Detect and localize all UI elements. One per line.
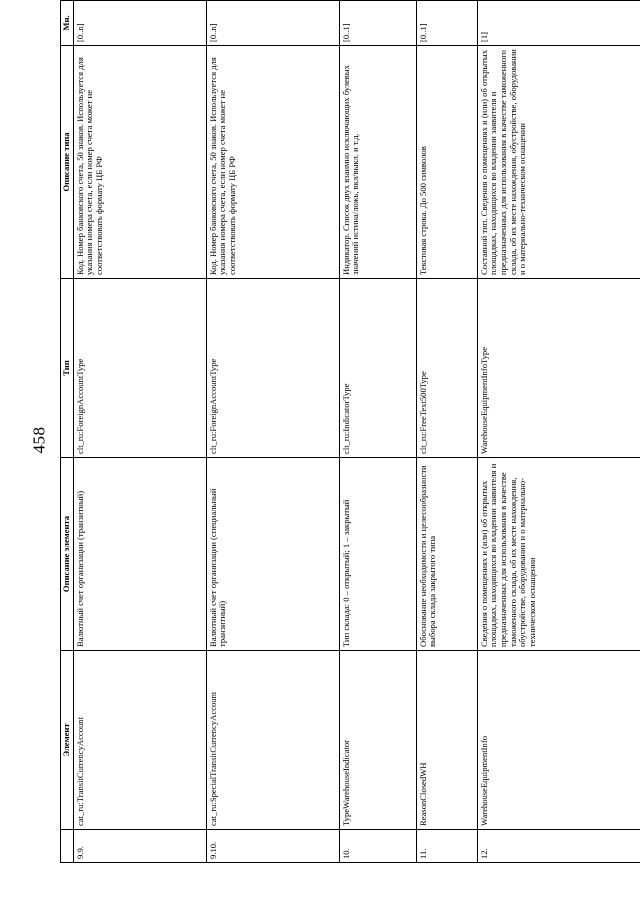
cell-description: Сведения о помещениях и (или) об открытых площадках, находящихся во владении заявителя и предназначенных для использования в качестве таможенного склада, об их месте нахождения, обустройстве, оборудовании и о материально-техническом оснащении	[477, 457, 640, 650]
table-header	[61, 0, 74, 862]
column-header-description: Описание элемента	[61, 457, 74, 650]
cell-number: 12.	[477, 829, 640, 862]
table-row	[416, 0, 477, 862]
cell-type-description: Код. Номер банковского счета, 50 знаков. Используется для указания номера счета, если номер счета может не соответствовать формату ЦБ РФ	[73, 45, 206, 278]
cell-description: Валютный счет организации (специальный транзитный)	[206, 457, 339, 650]
table-row	[477, 0, 640, 862]
cell-element: ReasonClosedWH	[416, 650, 477, 829]
cell-multiplicity: [0..n]	[73, 0, 206, 45]
cell-number: 11.	[416, 829, 477, 862]
cell-element: WarehouseEquipmentInfo	[477, 650, 640, 829]
specification-table	[60, 0, 640, 863]
cell-type: clt_ru:FreeText500Type	[416, 278, 477, 457]
cell-number: 9.9.	[73, 829, 206, 862]
table-row	[206, 0, 339, 862]
table-row	[73, 0, 206, 862]
rotated-table-container	[60, 14, 580, 863]
cell-type-description: Составной тип. Сведения о помещениях и (или) об открытых площадках, находящихся во владении заявителя и предназначенных для использования в качестве таможенного склада, об их месте нахождения, обустройстве, оборудовании и о материально-техническом оснащении	[477, 45, 640, 278]
cell-number: 9.10.	[206, 829, 339, 862]
cell-description: Обоснование необходимости и целесообразности выбора склада закрытого типа	[416, 457, 477, 650]
page-number: 458	[29, 426, 49, 454]
cell-type-description: Текстовая строка. До 500 символов	[416, 45, 477, 278]
cell-multiplicity: [1]	[477, 0, 640, 45]
column-header-element: Элемент	[61, 650, 74, 829]
table-row	[339, 0, 416, 862]
table-header-row	[61, 0, 74, 862]
cell-multiplicity: [0..n]	[206, 0, 339, 45]
cell-description: Тип склада: 0 – открытый; 1 – закрытый	[339, 457, 416, 650]
cell-multiplicity: [0..1]	[416, 0, 477, 45]
table-body	[73, 0, 640, 862]
cell-element: cat_ru:TransitCurrencyAccount	[73, 650, 206, 829]
cell-type: WarehouseEquipmentInfoType	[477, 278, 640, 457]
cell-multiplicity: [0..1]	[339, 0, 416, 45]
cell-element: TypeWarehouseIndicator	[339, 650, 416, 829]
cell-description: Валютный счет организации (транзитный)	[73, 457, 206, 650]
cell-type: clt_ru:IndicatorType	[339, 278, 416, 457]
cell-type: clt_ru:ForeignAccountType	[73, 278, 206, 457]
column-header-type-description: Описание типа	[61, 45, 74, 278]
cell-type-description: Код. Номер банковского счета, 50 знаков. Используется для указания номера счета, если номер счета может не соответствовать формату ЦБ РФ	[206, 45, 339, 278]
cell-element: cat_ru:SpecialTransitCurrencyAccount	[206, 650, 339, 829]
column-header-number	[61, 829, 74, 862]
cell-type-description: Индикатор. Список двух взаимно исключающих булевых значений истина/ложь, вкл/выкл. и т.д.	[339, 45, 416, 278]
column-header-multiplicity: Мн.	[61, 0, 74, 45]
cell-number: 10.	[339, 829, 416, 862]
column-header-type: Тип	[61, 278, 74, 457]
cell-type: clt_ru:ForeignAccountType	[206, 278, 339, 457]
